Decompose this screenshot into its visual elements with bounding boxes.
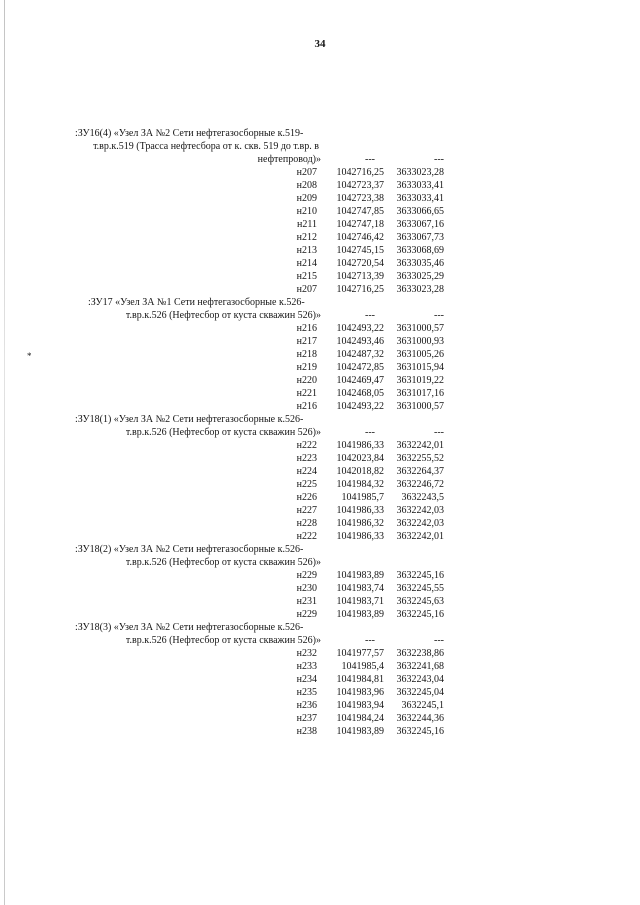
- coord-y: 3632242,01: [396, 531, 444, 542]
- coord-x: 1041984,32: [336, 479, 384, 490]
- coord-y-dash: ---: [434, 635, 444, 646]
- coordinate-row: [0, 660, 640, 673]
- coord-y: 3633067,16: [396, 219, 444, 230]
- point-label: н218: [296, 349, 317, 360]
- coord-x: 1042468,05: [336, 388, 384, 399]
- coord-y-dash: ---: [434, 154, 444, 165]
- point-label: н230: [296, 583, 317, 594]
- point-label: н216: [296, 323, 317, 334]
- coord-x: 1042720,54: [336, 258, 384, 269]
- section-title-line: :ЗУ18(1) «Узел ЗА №2 Сети нефтегазосборные к.526-: [75, 414, 304, 425]
- section-title-line: т.вр.к.526 (Нефтесбор от куста скважин 526)»: [125, 427, 321, 438]
- point-label: н225: [296, 479, 317, 490]
- coord-y-dash: ---: [434, 310, 444, 321]
- coord-y: 3633035,46: [396, 258, 444, 269]
- coord-x: 1042723,37: [336, 180, 384, 191]
- coord-y: 3632246,72: [396, 479, 444, 490]
- coord-y: 3632255,52: [396, 453, 444, 464]
- coord-y: 3633067,73: [396, 232, 444, 243]
- coordinate-row: [0, 608, 640, 621]
- coordinate-row: [0, 270, 640, 283]
- point-label: н214: [296, 258, 317, 269]
- coord-x: 1041983,89: [336, 609, 384, 620]
- coordinate-row: [0, 582, 640, 595]
- section-title-line: т.вр.к.526 (Нефтесбор от куста скважин 526)»: [125, 310, 321, 321]
- coord-x: 1042018,82: [336, 466, 384, 477]
- coordinate-row: [0, 192, 640, 205]
- coord-x: 1042746,42: [336, 232, 384, 243]
- coordinate-row: [0, 504, 640, 517]
- coordinate-row: [0, 647, 640, 660]
- coord-x: 1042716,25: [336, 167, 384, 178]
- coord-x: 1041983,89: [336, 570, 384, 581]
- coord-x: 1041984,81: [336, 674, 384, 685]
- point-label: н224: [296, 466, 317, 477]
- point-label: н211: [297, 219, 317, 230]
- coord-y: 3632245,1: [401, 700, 444, 711]
- coord-y: 3632245,16: [396, 609, 444, 620]
- point-label: н209: [296, 193, 317, 204]
- coordinate-row: [0, 244, 640, 257]
- coord-y: 3632245,63: [396, 596, 444, 607]
- point-label: н217: [296, 336, 317, 347]
- coord-y: 3632242,03: [396, 518, 444, 529]
- section-title-line: :ЗУ18(2) «Узел ЗА №2 Сети нефтегазосборные к.526-: [75, 544, 304, 555]
- coord-x-dash: ---: [365, 635, 375, 646]
- coordinate-row: [0, 465, 640, 478]
- coord-x: 1041983,96: [336, 687, 384, 698]
- coord-y: 3632245,55: [396, 583, 444, 594]
- coordinate-row: [0, 478, 640, 491]
- coordinate-row: [0, 205, 640, 218]
- coord-x-dash: ---: [365, 427, 375, 438]
- section-title-line: нефтепровод)»: [257, 154, 321, 165]
- coordinate-row: [0, 725, 640, 738]
- coord-x: 1041986,33: [336, 531, 384, 542]
- point-label: н216: [296, 401, 317, 412]
- point-label: н232: [296, 648, 317, 659]
- point-label: н222: [296, 440, 317, 451]
- coordinate-row: [0, 686, 640, 699]
- coord-x: 1041986,33: [336, 440, 384, 451]
- point-label: н213: [296, 245, 317, 256]
- point-label: н226: [296, 492, 317, 503]
- coordinate-row: [0, 400, 640, 413]
- coord-x: 1042493,22: [336, 401, 384, 412]
- point-label: н212: [296, 232, 317, 243]
- coord-y: 3632242,01: [396, 440, 444, 451]
- section-title-line: т.вр.к.519 (Трасса нефтесбора от к. скв. 519 до т.вр. в: [93, 141, 319, 152]
- coordinate-row: [0, 283, 640, 296]
- point-label: н223: [296, 453, 317, 464]
- point-label: н215: [296, 271, 317, 282]
- coord-y: 3632245,16: [396, 570, 444, 581]
- point-label: н210: [296, 206, 317, 217]
- coord-y: 3631000,57: [396, 323, 444, 334]
- margin-mark: *: [27, 351, 32, 361]
- point-label: н233: [296, 661, 317, 672]
- coordinate-row: [0, 517, 640, 530]
- coord-x: 1042747,85: [336, 206, 384, 217]
- coordinate-row: [0, 712, 640, 725]
- coordinate-row: [0, 530, 640, 543]
- point-label: н237: [296, 713, 317, 724]
- section-title-line: т.вр.к.526 (Нефтесбор от куста скважин 526)»: [125, 557, 321, 568]
- coordinate-row: [0, 361, 640, 374]
- point-label: н228: [296, 518, 317, 529]
- point-label: н221: [296, 388, 317, 399]
- coord-x: 1041983,94: [336, 700, 384, 711]
- point-label: н220: [296, 375, 317, 386]
- coordinate-row: [0, 452, 640, 465]
- coordinate-row: [0, 335, 640, 348]
- coord-x: 1042747,18: [336, 219, 384, 230]
- coordinate-row: [0, 387, 640, 400]
- coord-x-dash: ---: [365, 154, 375, 165]
- coordinate-row: [0, 595, 640, 608]
- point-label: н229: [296, 609, 317, 620]
- coordinate-row: [0, 673, 640, 686]
- coord-x: 1041986,33: [336, 505, 384, 516]
- coord-y: 3632245,16: [396, 726, 444, 737]
- coord-y: 3633068,69: [396, 245, 444, 256]
- point-label: н235: [296, 687, 317, 698]
- point-label: н231: [296, 596, 317, 607]
- coord-y: 3633066,65: [396, 206, 444, 217]
- coordinates-table: [0, 127, 640, 738]
- point-label: н208: [296, 180, 317, 191]
- coord-x: 1042723,38: [336, 193, 384, 204]
- point-label: н236: [296, 700, 317, 711]
- point-label: н227: [296, 505, 317, 516]
- section-title-line: :ЗУ17 «Узел ЗА №1 Сети нефтегазосборные к.526-: [88, 297, 305, 308]
- coord-y: 3632243,04: [396, 674, 444, 685]
- coordinate-row: [0, 491, 640, 504]
- coordinate-row: [0, 257, 640, 270]
- point-label: н207: [296, 167, 317, 178]
- coord-x: 1041983,74: [336, 583, 384, 594]
- coord-y: 3632243,5: [401, 492, 444, 503]
- point-label: н229: [296, 570, 317, 581]
- section-title-line: т.вр.к.526 (Нефтесбор от куста скважин 526)»: [125, 635, 321, 646]
- section-title-line: :ЗУ18(3) «Узел ЗА №2 Сети нефтегазосборные к.526-: [75, 622, 304, 633]
- coord-x: 1042716,25: [336, 284, 384, 295]
- parcel-section: [0, 127, 640, 166]
- coord-x: 1041983,71: [336, 596, 384, 607]
- parcel-section: [0, 621, 640, 647]
- coord-x-dash: ---: [365, 310, 375, 321]
- coord-y: 3632244,36: [396, 713, 444, 724]
- point-label: н234: [296, 674, 317, 685]
- coord-x: 1041985,4: [341, 661, 384, 672]
- coord-x: 1042487,32: [336, 349, 384, 360]
- coord-x: 1042745,15: [336, 245, 384, 256]
- coord-x: 1042713,39: [336, 271, 384, 282]
- coord-x: 1041986,32: [336, 518, 384, 529]
- coord-y: 3633023,28: [396, 284, 444, 295]
- coordinate-row: [0, 374, 640, 387]
- coord-y: 3631015,94: [396, 362, 444, 373]
- coord-y: 3633023,28: [396, 167, 444, 178]
- coord-y: 3633033,41: [396, 180, 444, 191]
- coord-x: 1041984,24: [336, 713, 384, 724]
- coordinate-row: [0, 322, 640, 335]
- coord-x: 1041983,89: [336, 726, 384, 737]
- coord-y-dash: ---: [434, 427, 444, 438]
- point-label: н238: [296, 726, 317, 737]
- page-number: 34: [314, 38, 326, 50]
- coordinate-row: [0, 179, 640, 192]
- point-label: н219: [296, 362, 317, 373]
- coord-y: 3631017,16: [396, 388, 444, 399]
- parcel-section: [0, 296, 640, 322]
- coordinate-row: [0, 439, 640, 452]
- coord-x: 1041977,57: [336, 648, 384, 659]
- coordinate-row: [0, 231, 640, 244]
- parcel-section: [0, 413, 640, 439]
- coord-y: 3632245,04: [396, 687, 444, 698]
- coord-y: 3632238,86: [396, 648, 444, 659]
- point-label: н222: [296, 531, 317, 542]
- coordinate-row: [0, 699, 640, 712]
- section-title-line: :ЗУ16(4) «Узел ЗА №2 Сети нефтегазосборные к.519-: [75, 128, 304, 139]
- point-label: н207: [296, 284, 317, 295]
- coord-x: 1042472,85: [336, 362, 384, 373]
- coord-x: 1042469,47: [336, 375, 384, 386]
- coord-y: 3632242,03: [396, 505, 444, 516]
- coord-y: 3631000,93: [396, 336, 444, 347]
- coord-y: 3632241,68: [396, 661, 444, 672]
- coordinate-row: [0, 166, 640, 179]
- coord-y: 3632264,37: [396, 466, 444, 477]
- coordinate-row: [0, 218, 640, 231]
- coord-y: 3631000,57: [396, 401, 444, 412]
- coord-y: 3631019,22: [396, 375, 444, 386]
- coordinate-row: [0, 569, 640, 582]
- coord-y: 3631005,26: [396, 349, 444, 360]
- coord-y: 3633033,41: [396, 193, 444, 204]
- coord-x: 1042023,84: [336, 453, 384, 464]
- coord-y: 3633025,29: [396, 271, 444, 282]
- coord-x: 1042493,46: [336, 336, 384, 347]
- coord-x: 1041985,7: [341, 492, 384, 503]
- coordinate-row: [0, 348, 640, 361]
- parcel-section: [0, 543, 640, 569]
- coord-x: 1042493,22: [336, 323, 384, 334]
